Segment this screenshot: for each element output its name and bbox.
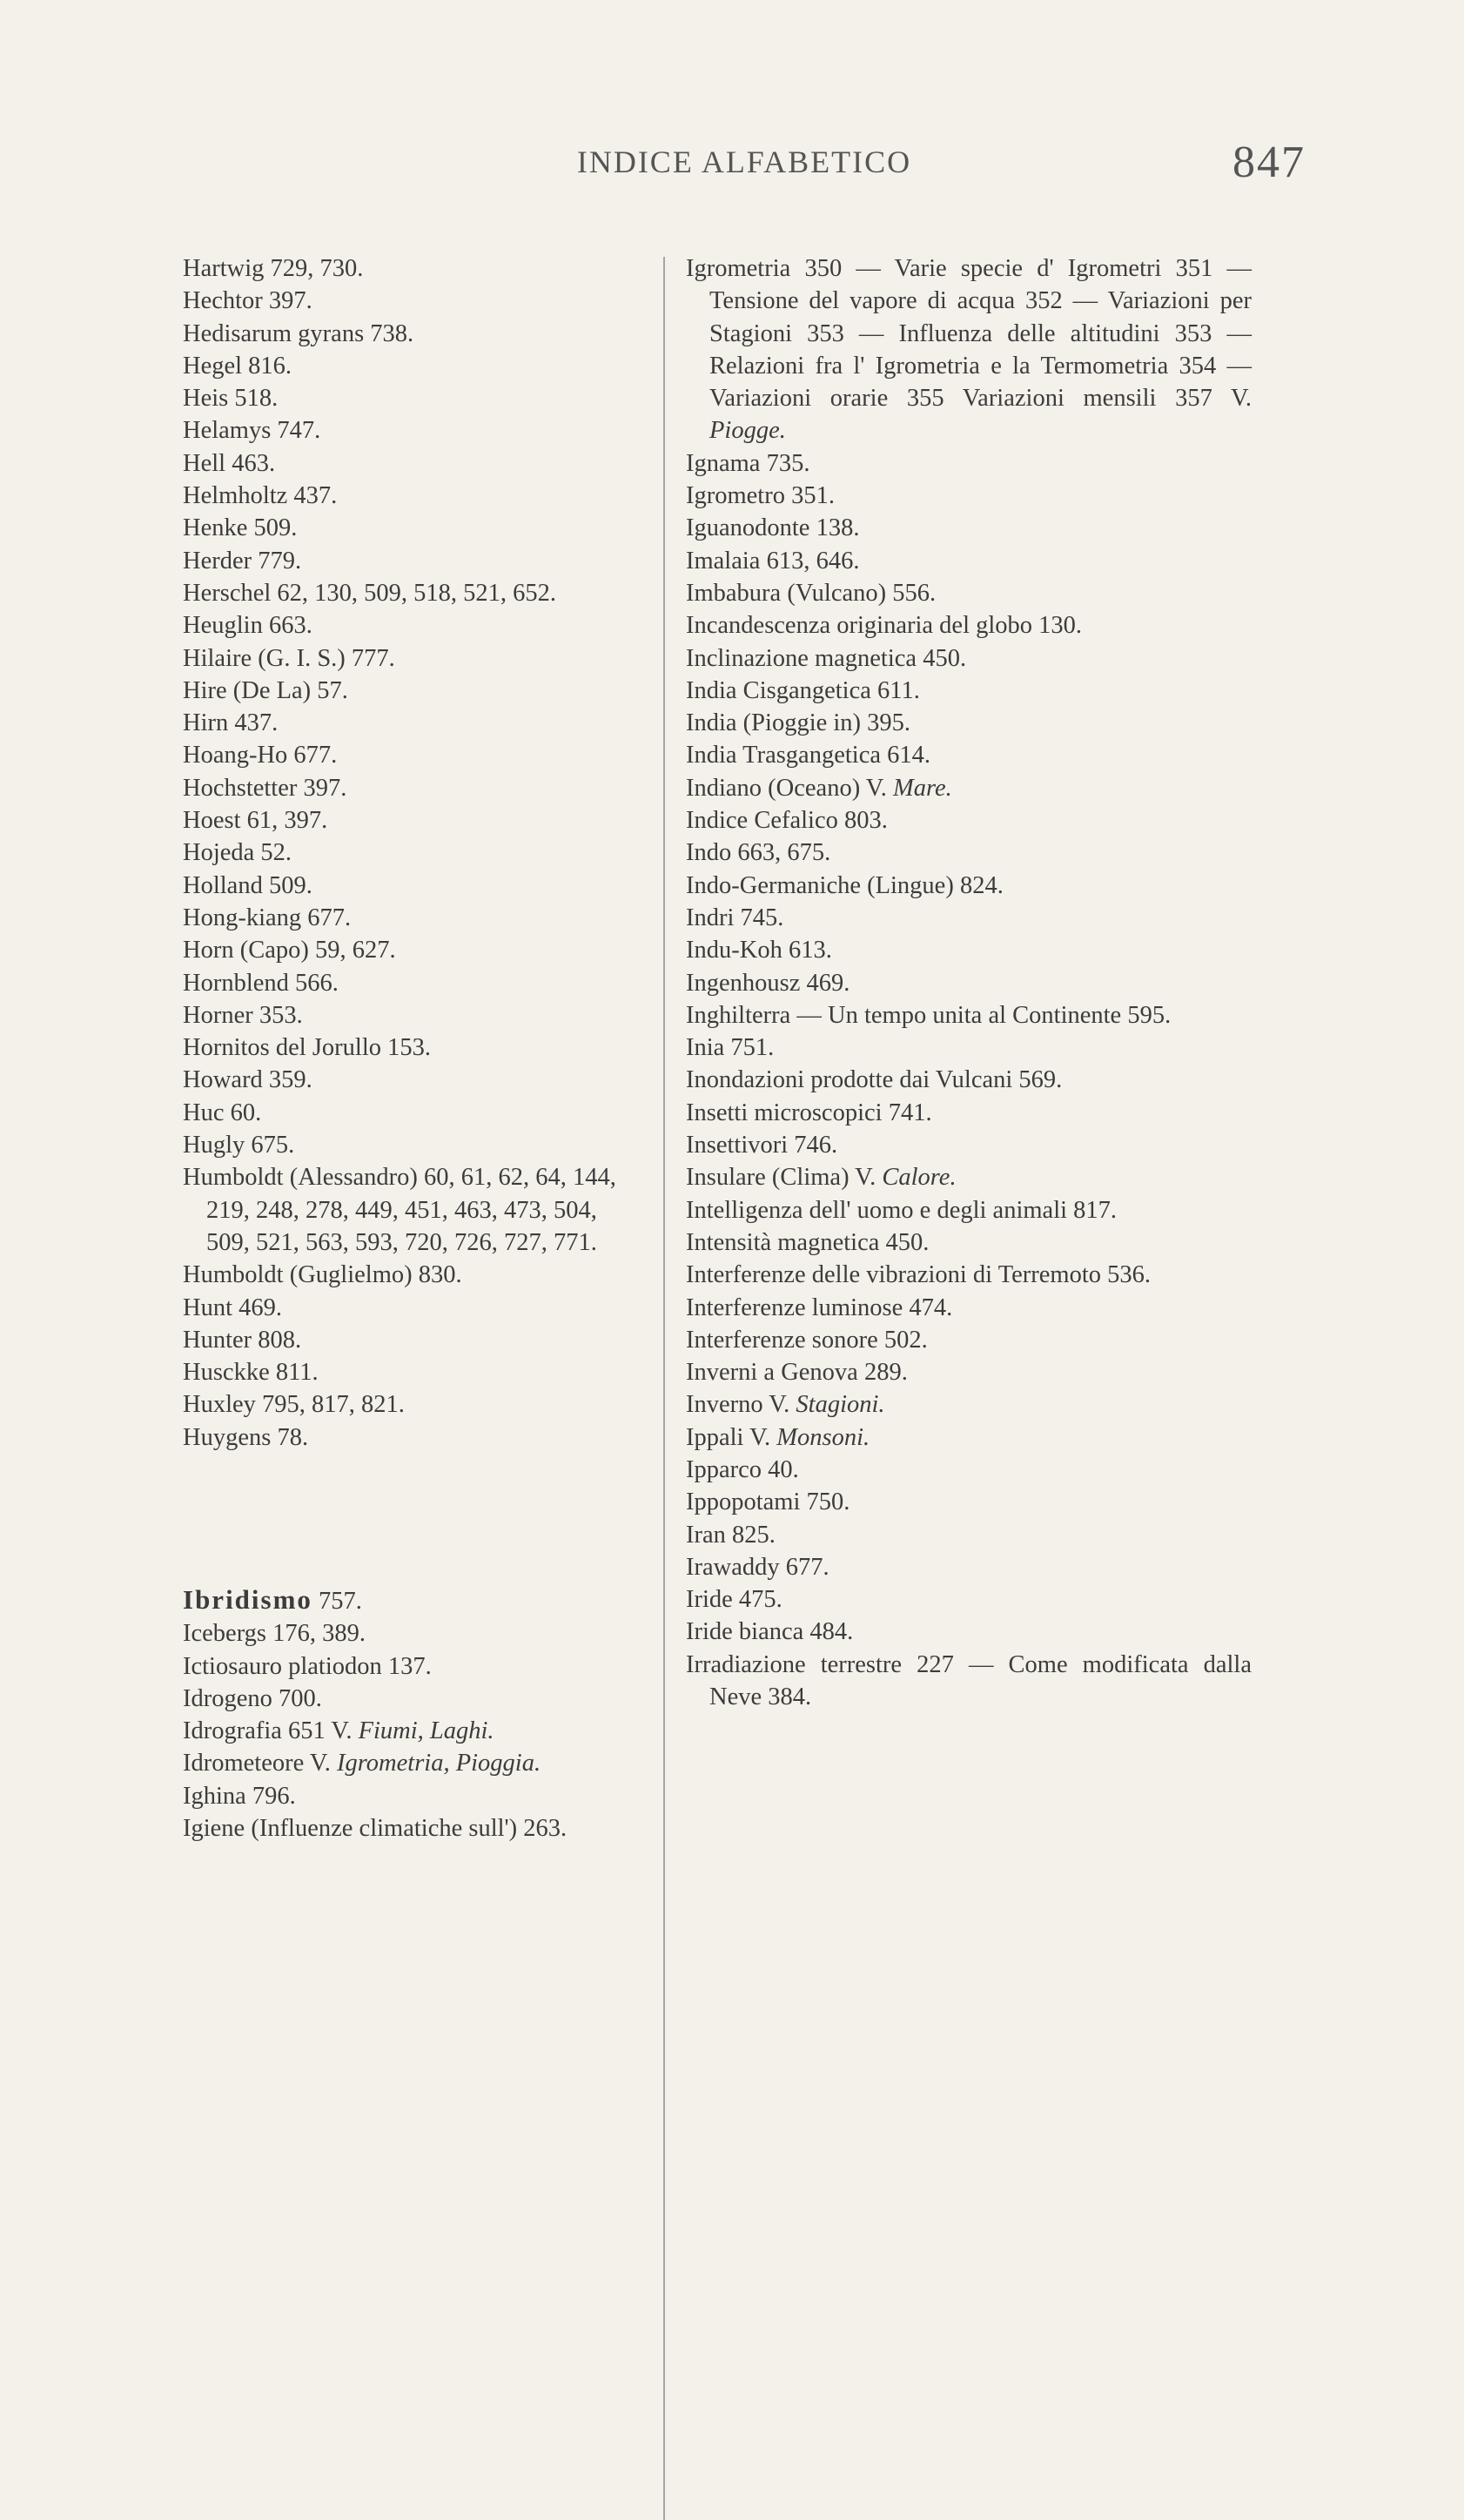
index-entry: [183, 1324, 635, 1356]
entry-text: Insetti microscopici 741.: [686, 1099, 932, 1126]
entry-text: Herder 779.: [183, 547, 302, 575]
index-entry: [686, 1161, 1252, 1193]
page-header: [183, 138, 1306, 196]
index-entry: [183, 999, 635, 1032]
entry-text: Hilaire (G. I. S.) 777.: [183, 644, 395, 672]
entry-text: Inclinazione magnetica 450.: [686, 644, 967, 672]
index-entry: [686, 1129, 1252, 1161]
entry-text: Hire (De La) 57.: [183, 676, 348, 704]
entry-text: Henke 509.: [183, 514, 298, 542]
index-entry: [183, 1388, 635, 1421]
entry-text: Insettivori 746.: [686, 1132, 838, 1159]
entry-text: Interferenze luminose 474.: [686, 1294, 953, 1321]
entry-text: Indice Cefalico 803.: [686, 807, 888, 835]
entry-text: Interferenze sonore 502.: [686, 1326, 928, 1354]
entry-text: Iride bianca 484.: [686, 1618, 854, 1646]
index-entry: [686, 1226, 1252, 1259]
index-entry: [686, 1097, 1252, 1129]
section-heading-pages: 757.: [319, 1587, 362, 1615]
entry-text: Indiano (Oceano) V.: [686, 774, 893, 802]
index-entry: [183, 1617, 635, 1650]
entry-text: Incandescenza originaria del globo 130.: [686, 612, 1083, 640]
entry-text: Huc 60.: [183, 1099, 262, 1126]
entry-text: India Cisgangetica 611.: [686, 676, 920, 704]
right-column: [686, 252, 1252, 1713]
entry-text: Imbabura (Vulcano) 556.: [686, 579, 937, 607]
entry-text: India Trasgangetica 614.: [686, 742, 930, 769]
entry-text: Indo 663, 675.: [686, 839, 831, 867]
section-heading: Ibridismo: [183, 1583, 312, 1615]
entry-text: Irradiazione terrestre 227 — Come modificata dalla Neve 384.: [686, 1650, 1252, 1711]
index-entry: [183, 1129, 635, 1161]
entry-text: Hojeda 52.: [183, 839, 292, 867]
entry-text: Idrogeno 700.: [183, 1684, 322, 1712]
entry-text: Indo-Germaniche (Lingue) 824.: [686, 871, 1004, 899]
index-entry: [686, 1292, 1252, 1324]
entry-text: Ipparco 40.: [686, 1455, 799, 1483]
index-entry: [686, 870, 1252, 902]
index-entry: [686, 577, 1252, 609]
entry-text: Inondazioni prodotte dai Vulcani 569.: [686, 1066, 1063, 1094]
index-entry: [183, 870, 635, 902]
entry-text: Inghilterra — Un tempo unita al Continente 595.: [686, 1001, 1172, 1029]
index-entry: [686, 837, 1252, 869]
entry-text: Insulare (Clima) V.: [686, 1164, 883, 1192]
index-entry: [686, 480, 1252, 512]
entry-text: Iran 825.: [686, 1521, 776, 1549]
cross-reference: Piogge.: [709, 417, 786, 445]
entry-text: Ippali V.: [686, 1423, 777, 1451]
index-entry: [183, 512, 635, 544]
index-entry: [686, 545, 1252, 577]
index-entry: [686, 1259, 1252, 1291]
entry-text: Intensità magnetica 450.: [686, 1228, 930, 1256]
index-entry: [686, 642, 1252, 675]
entry-text: Inverni a Genova 289.: [686, 1359, 908, 1387]
entry-text: Ippopotami 750.: [686, 1488, 850, 1516]
index-entry: [686, 1583, 1252, 1616]
cross-reference: Stagioni.: [796, 1391, 885, 1419]
entry-text: Indri 745.: [686, 904, 784, 931]
entry-text: Hoest 61, 397.: [183, 807, 328, 835]
index-entry: [686, 512, 1252, 544]
column-divider: [663, 257, 665, 2520]
entry-text: Hedisarum gyrans 738.: [183, 319, 414, 347]
entry-text: Interferenze delle vibrazioni di Terremoto 536.: [686, 1261, 1151, 1289]
index-entry: [686, 739, 1252, 771]
index-entry: [686, 1519, 1252, 1551]
entry-text: Hochstetter 397.: [183, 774, 347, 802]
entry-text: Idrografia 651 V.: [183, 1717, 359, 1745]
page-number: 847: [1232, 138, 1306, 187]
entry-text: Helmholtz 437.: [183, 482, 338, 510]
index-entry: [183, 577, 635, 609]
index-entry: [183, 545, 635, 577]
index-entry: [183, 837, 635, 869]
index-entry: [183, 447, 635, 480]
cross-reference: Mare.: [892, 774, 952, 802]
index-entry: [183, 609, 635, 642]
index-entry: [183, 902, 635, 934]
entry-text: Herschel 62, 130, 509, 518, 521, 652.: [183, 579, 557, 607]
index-entry: [686, 1388, 1252, 1421]
entry-text: Iguanodonte 138.: [686, 514, 860, 542]
entry-text: Horner 353.: [183, 1001, 303, 1029]
index-entry: [183, 480, 635, 512]
index-entry: [686, 1421, 1252, 1454]
index-entry: [183, 1356, 635, 1388]
index-entry: [686, 1616, 1252, 1648]
index-entry: [686, 1356, 1252, 1388]
index-entry: [183, 642, 635, 675]
entry-text: Huygens 78.: [183, 1423, 309, 1451]
entry-text: Helamys 747.: [183, 417, 321, 445]
entry-text: Husckke 811.: [183, 1359, 319, 1387]
entry-text: Hunt 469.: [183, 1294, 282, 1321]
index-entry: [686, 772, 1252, 804]
entry-text: Hornblend 566.: [183, 969, 339, 997]
cross-reference: Calore.: [882, 1164, 957, 1192]
entry-text: Hartwig 729, 730.: [183, 255, 364, 282]
index-entry: [686, 967, 1252, 999]
index-entry: [183, 772, 635, 804]
index-entry: [686, 1324, 1252, 1356]
cross-reference: Fiumi, Laghi.: [358, 1717, 494, 1745]
index-entry: [686, 804, 1252, 837]
entry-text: Hunter 808.: [183, 1326, 302, 1354]
entry-text: Hirn 437.: [183, 709, 279, 737]
index-entry: [686, 1649, 1252, 1714]
index-entry: [183, 707, 635, 739]
entry-text: Idrometeore V.: [183, 1750, 338, 1777]
cross-reference: Monsoni.: [776, 1423, 870, 1451]
index-entry: [183, 414, 635, 447]
index-entry: [686, 999, 1252, 1032]
entry-text: Hornitos del Jorullo 153.: [183, 1034, 431, 1062]
index-entry: [183, 1032, 635, 1064]
entry-text: Indu-Koh 613.: [686, 937, 832, 964]
index-entry: [686, 1486, 1252, 1518]
section-gap: [183, 1454, 635, 1583]
index-entry: [686, 675, 1252, 707]
index-entry: [183, 1292, 635, 1324]
entry-text: Howard 359.: [183, 1066, 312, 1094]
index-entry: [183, 1097, 635, 1129]
left-column: [183, 252, 635, 1845]
entry-text: Heuglin 663.: [183, 612, 312, 640]
entry-text: Hugly 675.: [183, 1132, 295, 1159]
index-entry: [183, 318, 635, 350]
index-entry: [183, 1650, 635, 1683]
entry-text: Holland 509.: [183, 871, 312, 899]
entry-text: Horn (Capo) 59, 627.: [183, 937, 396, 964]
entry-text: Ingenhousz 469.: [686, 969, 850, 997]
entry-text: Igiene (Influenze climatiche sull') 263.: [183, 1815, 567, 1843]
index-entry: [183, 1715, 635, 1747]
index-entry: [686, 1454, 1252, 1486]
entry-text: Ictiosauro platiodon 137.: [183, 1652, 432, 1680]
index-entry: [183, 1747, 635, 1779]
section-i-entry: [183, 1583, 635, 1617]
index-entry: [183, 285, 635, 317]
index-entry: [686, 1064, 1252, 1096]
index-entry: [183, 804, 635, 837]
entry-text: Humboldt (Alessandro) 60, 61, 62, 64, 144, 219, 248, 278, 449, 451, 463, 473, 504, 509, 521, 563, 593, 720, 726, 727, 771.: [183, 1164, 616, 1256]
index-entry: [686, 707, 1252, 739]
index-entry: [183, 1812, 635, 1845]
index-entry: [183, 350, 635, 382]
index-entry: [686, 1032, 1252, 1064]
entry-text: Irawaddy 677.: [686, 1553, 829, 1581]
entry-text: Igrometro 351.: [686, 482, 835, 510]
entry-text: Humboldt (Guglielmo) 830.: [183, 1261, 462, 1289]
entry-text: Hell 463.: [183, 449, 276, 477]
entry-text: Igrometria 350 — Varie specie d' Igrometri 351 — Tensione del vapore di acqua 352 — Variazioni per Stagioni 353 — Influenza delle altitudini 353 — Relazioni fra l' Igrometria e la Termometria 354 — Variazioni orarie 355 Variazioni mensili 357 V.: [686, 255, 1252, 413]
index-entry: [686, 609, 1252, 642]
index-entry: [183, 382, 635, 414]
index-entry: [183, 967, 635, 999]
entry-text: Imalaia 613, 646.: [686, 547, 860, 575]
index-entry: [183, 739, 635, 771]
index-entry: [686, 1551, 1252, 1583]
index-entry: [183, 934, 635, 966]
entry-text: Heis 518.: [183, 385, 279, 413]
entry-text: Hegel 816.: [183, 352, 292, 380]
index-entry: [183, 1683, 635, 1715]
entry-text: Ignama 735.: [686, 449, 810, 477]
index-entry: [183, 1780, 635, 1812]
entry-text: Hoang-Ho 677.: [183, 742, 338, 769]
index-entry: [183, 1421, 635, 1454]
entry-text: Icebergs 176, 389.: [183, 1620, 366, 1648]
running-title: INDICE ALFABETICO: [576, 144, 912, 179]
entry-text: Inverno V.: [686, 1391, 796, 1419]
entry-text: Hechtor 397.: [183, 287, 312, 315]
index-entry: [183, 1161, 635, 1259]
index-entry: [183, 1259, 635, 1291]
entry-text: Iride 475.: [686, 1586, 782, 1614]
index-entry: [686, 1194, 1252, 1226]
entry-text: India (Pioggie in) 395.: [686, 709, 911, 737]
index-entry: [183, 675, 635, 707]
index-entry: [686, 252, 1252, 447]
entry-text: Intelligenza dell' uomo e degli animali 817.: [686, 1196, 1118, 1224]
entry-text: Ighina 796.: [183, 1782, 296, 1810]
index-entry: [686, 902, 1252, 934]
cross-reference: Igrometria, Pioggia.: [337, 1750, 541, 1777]
entry-text: Hong-kiang 677.: [183, 904, 352, 931]
entry-text: Huxley 795, 817, 821.: [183, 1391, 405, 1419]
index-entry: [183, 1064, 635, 1096]
entry-text: Inia 751.: [686, 1034, 775, 1062]
index-entry: [686, 934, 1252, 966]
index-entry: [686, 447, 1252, 480]
index-entry: [183, 252, 635, 285]
